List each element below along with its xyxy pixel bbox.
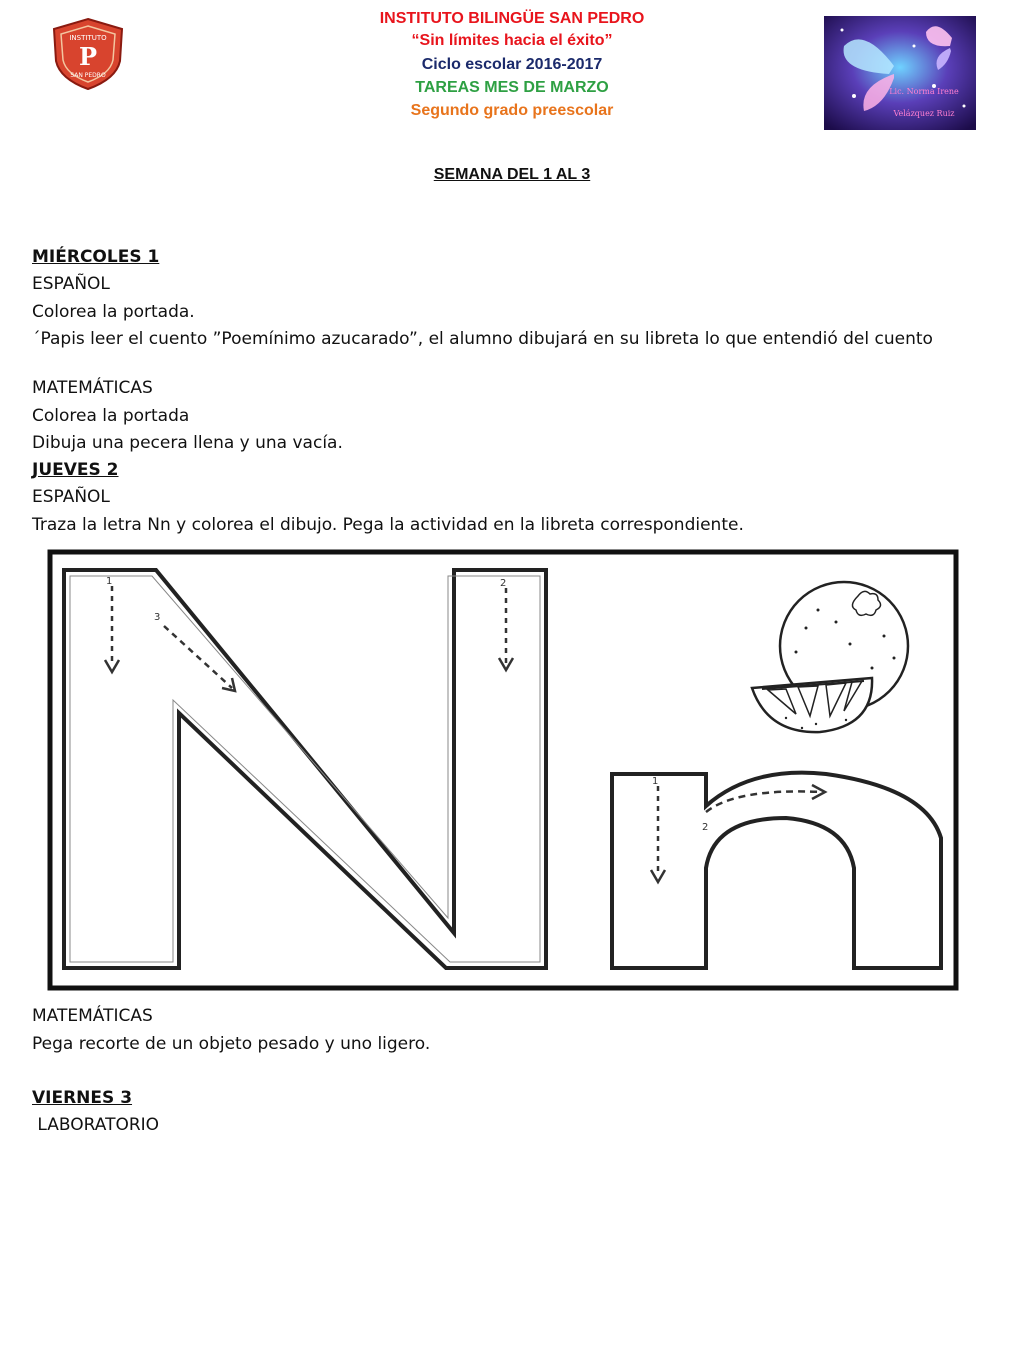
butterfly-caption-line2: Velázquez Ruiz	[893, 109, 955, 118]
stroke-number-n1: 1	[652, 776, 659, 787]
homework-month: TAREAS MES DE MARZO	[415, 79, 609, 96]
butterfly-picture-icon	[824, 16, 976, 130]
stroke-number-n2: 2	[702, 822, 709, 833]
butterfly-caption-line1: Lic. Norma Irene	[889, 87, 959, 96]
task-wed-2: ´Papis leer el cuento ”Poemínimo azucarado”, el alumno dibujará en su libreta lo que entendió del cuento	[32, 329, 933, 349]
day-thursday: JUEVES 2	[32, 460, 119, 480]
logo-text-bottom: SAN PEDRO	[70, 72, 106, 79]
school-cycle: Ciclo escolar 2016-2017	[421, 56, 603, 73]
subject-spanish-thu: ESPAÑOL	[32, 487, 110, 507]
task-thu-2: Pega recorte de un objeto pesado y uno ligero.	[32, 1034, 431, 1054]
stroke-number-3: 3	[154, 612, 161, 623]
school-motto: “Sin límites hacia el éxito”	[411, 32, 613, 49]
logo-text-top: INSTITUTO	[69, 34, 107, 42]
subject-math-wed: MATEMÁTICAS	[32, 378, 153, 398]
subject-math-thu: MATEMÁTICAS	[32, 1006, 153, 1026]
letter-nn-tracing-worksheet	[46, 548, 960, 992]
subject-spanish-wed: ESPAÑOL	[32, 274, 110, 294]
task-wed-4: Dibuja una pecera llena y una vacía.	[32, 433, 343, 453]
task-thu-1: Traza la letra Nn y colorea el dibujo. Pega la actividad en la libreta correspondiente.	[32, 515, 744, 535]
day-friday: VIERNES 3	[32, 1088, 133, 1108]
grade-level: Segundo grado preescolar	[410, 102, 614, 119]
stroke-number-2: 2	[500, 578, 507, 589]
school-logo	[50, 17, 126, 91]
task-wed-1: Colorea la portada.	[32, 302, 195, 322]
logo-letter: P	[78, 42, 98, 71]
day-wednesday: MIÉRCOLES 1	[32, 247, 160, 267]
school-name: INSTITUTO BILINGÜE SAN PEDRO	[379, 10, 645, 27]
stroke-number-1: 1	[106, 576, 113, 587]
week-title: SEMANA DEL 1 AL 3	[433, 166, 591, 183]
task-fri-1: LABORATORIO	[32, 1115, 160, 1135]
task-wed-3: Colorea la portada	[32, 406, 190, 426]
